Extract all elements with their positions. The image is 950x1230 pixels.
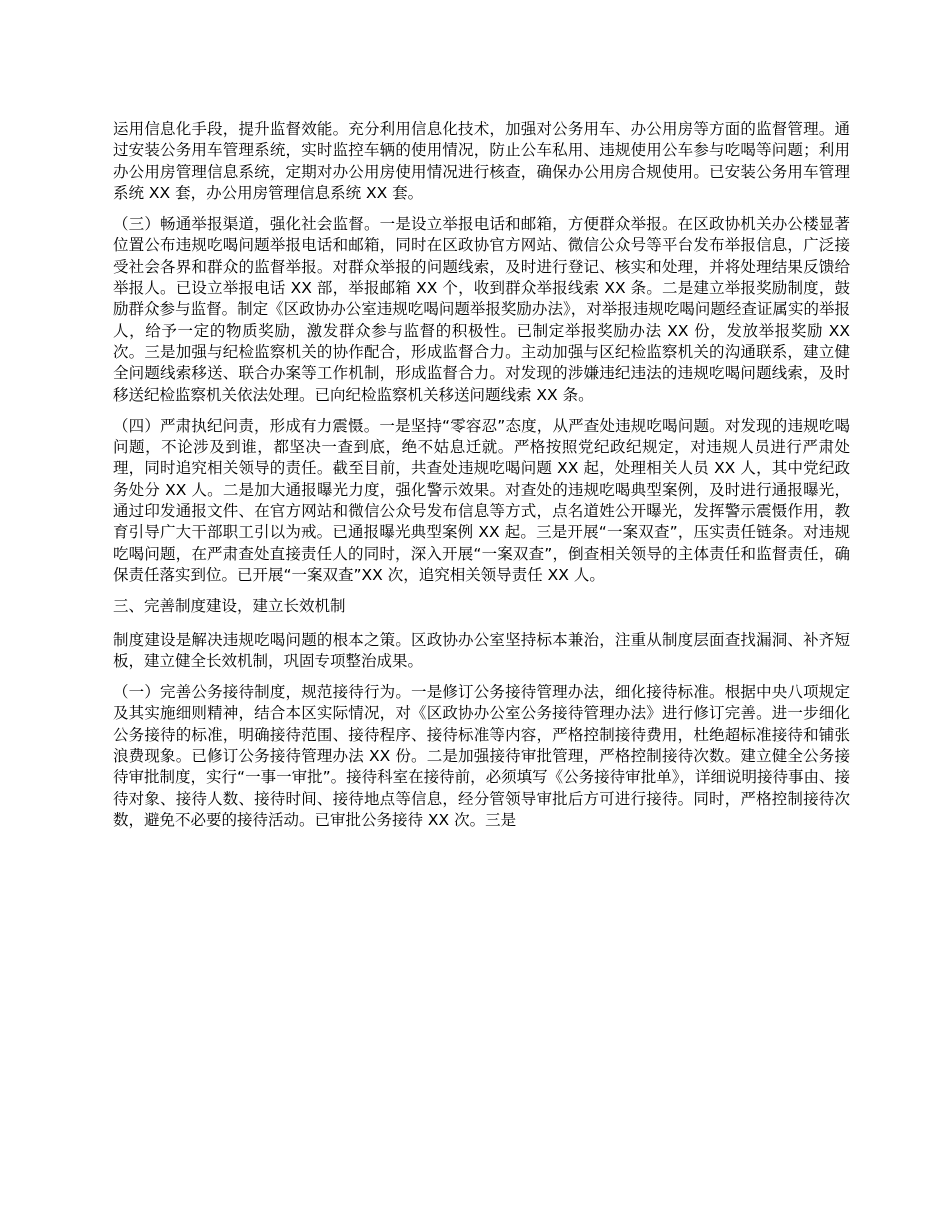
paragraph-reception-system: （一）完善公务接待制度，规范接待行为。一是修订公务接待管理办法，细化接待标准。根据中央八项规定及其实施细则精神，结合本区实际情况，对《区政协办公室公务接待管理办法》进行修订完善。进一步细化公务接待的标准，明确接待范围、接待程序、接待标准等内容，严格控制接待费用，杜绝超标准接待和铺张浪费现象。已修订公务接待管理办法 XX 份。二是加强接待审批管理，严格控制接待次数。建立健全公务接待审批制度，实行“一事一审批”。接待科室在接待前，必须填写《公务接待审批单》，详细说明接待事由、接待对象、接待人数、接待时间、接待地点等信息，经分管领导审批后方可进行接待。同时，严格控制接待次数，避免不必要的接待活动。已审批公务接待 XX 次。三是 — [113, 683, 850, 829]
paragraph-it-supervision: 运用信息化手段，提升监督效能。充分利用信息化技术，加强对公务用车、办公用房等方面的监督管理。通过安装公务用车管理系统，实时监控车辆的使用情况，防止公车私用、违规使用公车参与吃喝等问题；利用办公用房管理信息系统，定期对办公用房使用情况进行核查，确保办公用房合规使用。已安装公务用车管理系统 XX 套，办公用房管理信息系统 XX 套。 — [113, 120, 850, 202]
paragraph-institution-building: 制度建设是解决违规吃喝问题的根本之策。区政协办公室坚持标本兼治，注重从制度层面查找漏洞、补齐短板，建立健全长效机制，巩固专项整治成果。 — [113, 630, 850, 670]
document-body — [113, 119, 850, 841]
section-heading: 三、完善制度建设，建立长效机制 — [113, 597, 346, 616]
paragraph-reporting-channels: （三）畅通举报渠道，强化社会监督。一是设立举报电话和邮箱，方便群众举报。在区政协机关办公楼显著位置公布违规吃喝问题举报电话和邮箱，同时在区政协官方网站、微信公众号等平台发布举报信息，广泛接受社会各界和群众的监督举报。对群众举报的问题线索，及时进行登记、核实和处理，并将处理结果反馈给举报人。已设立举报电话 XX 部，举报邮箱 XX 个，收到群众举报线索 XX 条。二是建立举报奖励制度，鼓励群众参与监督。制定《区政协办公室违规吃喝问题举报奖励办法》，对举报违规吃喝问题经查证属实的举报人，给予一定的物质奖励，激发群众参与监督的积极性。已制定举报奖励办法 XX 份，发放举报奖励 XX 次。三是加强与纪检监察机关的协作配合，形成监督合力。主动加强与区纪检监察机关的沟通联系，建立健全问题线索移送、联合办案等工作机制，形成监督合力。对发现的涉嫌违纪违法的违规吃喝问题线索，及时移送纪检监察机关依法处理。已向纪检监察机关移送问题线索 XX 条。 — [113, 215, 850, 404]
paragraph-accountability: （四）严肃执纪问责，形成有力震慑。一是坚持“零容忍”态度，从严查处违规吃喝问题。对发现的违规吃喝问题，不论涉及到谁，都坚决一查到底，绝不姑息迁就。严格按照党纪政纪规定，对违规人员进行严肃处理，同时追究相关领导的责任。截至目前，共查处违规吃喝问题 XX 起，处理相关人员 XX 人，其中党纪政务处分 XX 人。二是加大通报曝光力度，强化警示效果。对查处的违规吃喝典型案例，及时进行通报曝光，通过印发通报文件、在官方网站和微信公众号发布信息等方式，点名道姓公开曝光，发挥警示震慑作用，教育引导广大干部职工引以为戒。已通报曝光典型案例 XX 起。三是开展“一案双查”，压实责任链条。对违规吃喝问题，在严肃查处直接责任人的同时，深入开展“一案双查”，倒查相关领导的主体责任和监督责任，确保责任落实到位。已开展“一案双查”XX 次，追究相关领导责任 XX 人。 — [113, 416, 850, 584]
